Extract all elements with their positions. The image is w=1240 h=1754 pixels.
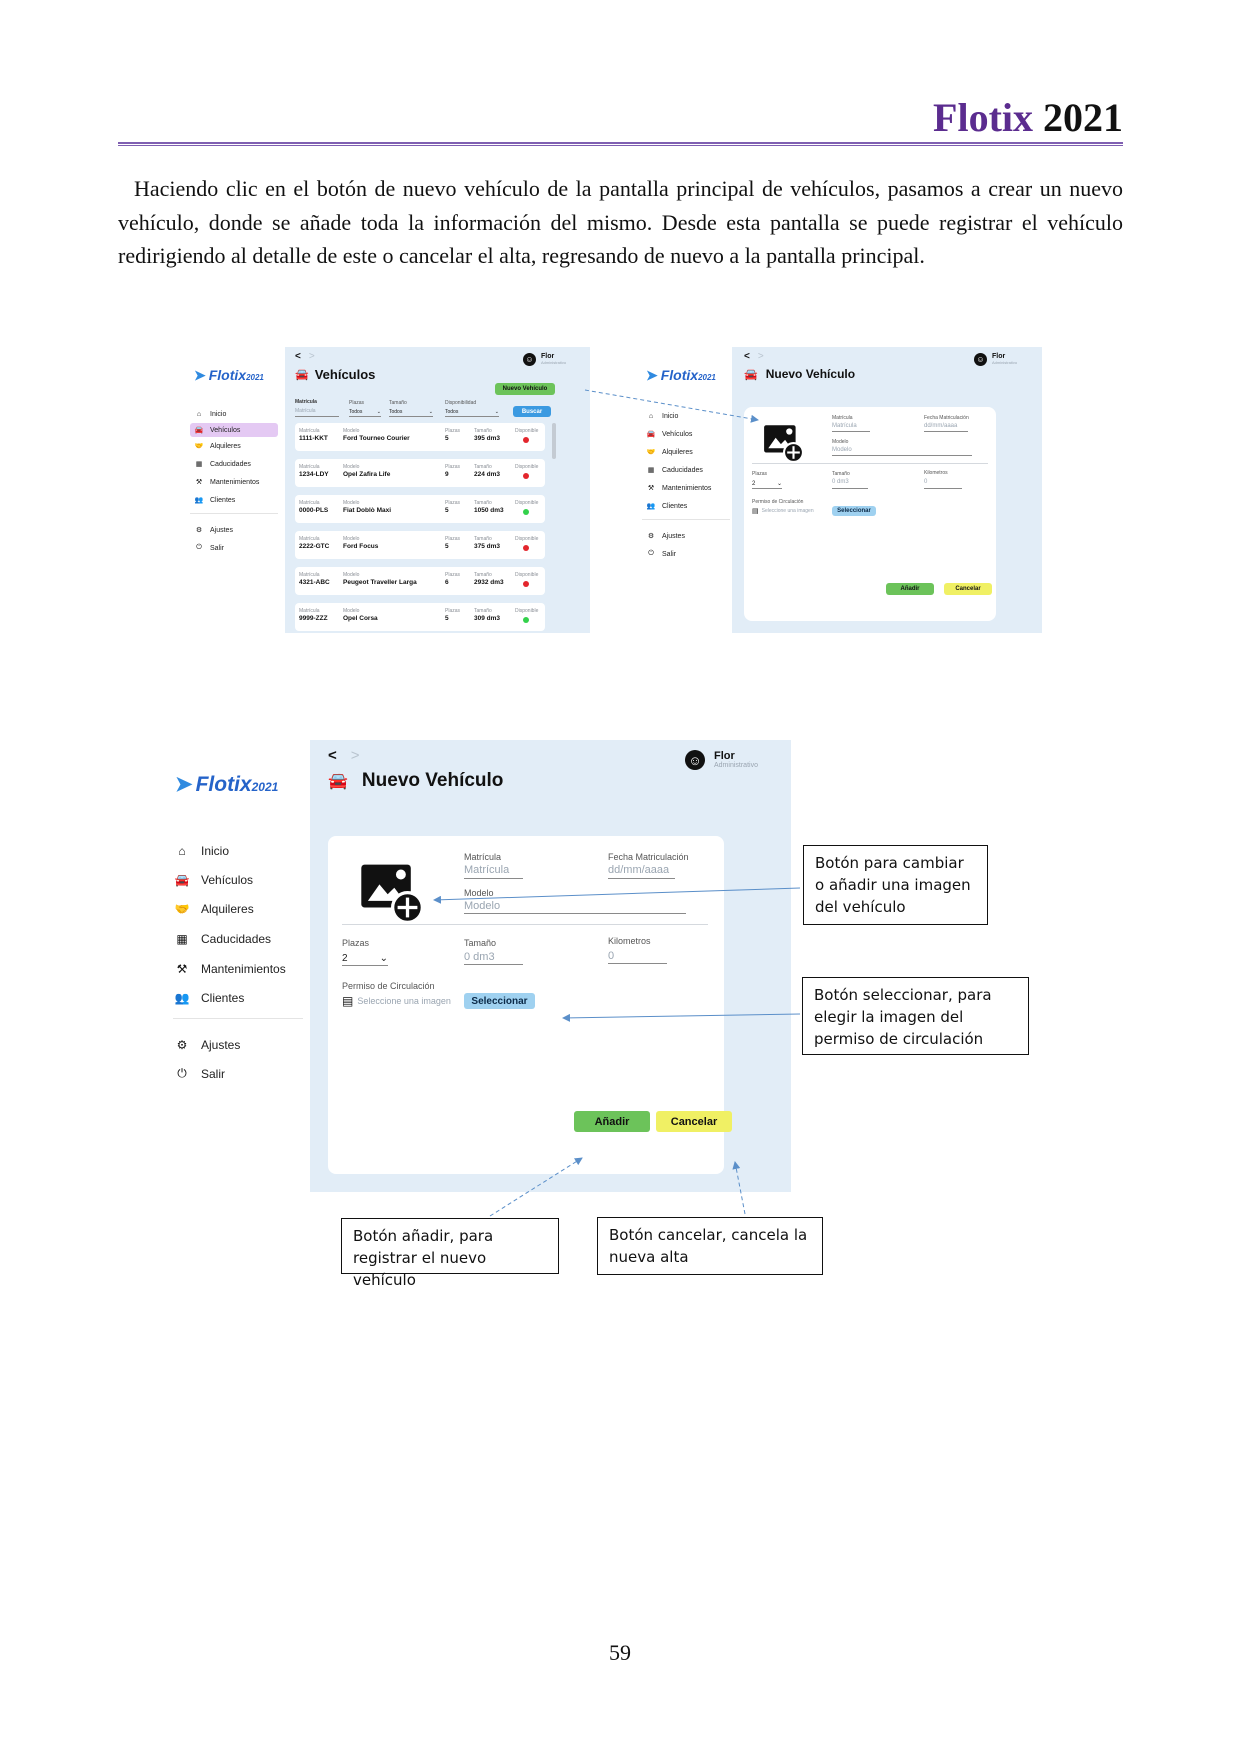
user-role: Administrativo [541, 360, 567, 365]
tools-icon: ⚒ [647, 485, 655, 492]
cell-size: 309 dm3 [474, 615, 501, 622]
sidebar-item-clientes[interactable]: 👥 Clientes [190, 491, 278, 509]
intro-paragraph: Haciendo clic en el botón de nuevo vehículo de la pantalla principal de vehículos, pasamos a crear un nuevo vehículo, donde se añade toda la información del mismo. Desde esta pantalla se puede registrar el vehículo redirigiendo al detalle de este o cancelar el alta, regresando de nuevo a la pantalla principal. [118, 176, 1123, 268]
forward-button[interactable]: > [757, 351, 764, 362]
gear-icon: ⚙ [176, 1037, 188, 1052]
cell-seats: 5 [445, 435, 449, 442]
cell-plate-label: Matrícula [299, 428, 320, 434]
page-title: 🚘 Vehículos [295, 367, 376, 382]
filter-seats-label: Plazas [349, 400, 365, 406]
chevron-down-icon: ⌄ [379, 953, 388, 964]
cell-seats: 6 [445, 579, 449, 586]
arrow-image [434, 888, 800, 900]
arrow-new-vehicle [585, 390, 758, 420]
cell-size-label: Tamaño [474, 536, 492, 542]
sidebar-item-inicio[interactable]: ⌂ Inicio [190, 405, 278, 423]
avatar: ☺ [685, 750, 705, 770]
gear-icon: ⚙ [647, 533, 655, 540]
cell-seats: 9 [445, 471, 449, 478]
cell-plate-label: Matrícula [299, 536, 320, 542]
cell-seats-label: Plazas [445, 500, 461, 506]
cell-seats: 5 [445, 543, 449, 550]
cell-available-label: Disponible [515, 536, 539, 542]
home-icon: ⌂ [178, 843, 186, 858]
sidebar-item-salir[interactable]: ⏻ Salir [642, 545, 730, 563]
car-icon: 🚘 [744, 368, 758, 381]
logo-mark-icon: ➤ [175, 773, 193, 796]
back-button[interactable]: < [295, 351, 301, 362]
cell-available-label: Disponible [515, 572, 539, 578]
add-button[interactable]: Añadir [886, 583, 934, 595]
document-icon: ▤ [752, 508, 759, 515]
permit-label: Permiso de Circulación [752, 499, 804, 505]
cell-seats: 5 [445, 507, 449, 514]
avatar: ☺ [974, 353, 987, 366]
filter-seats-select[interactable]: Todos ⌄ [349, 409, 381, 415]
avatar: ☺ [523, 353, 536, 366]
cell-size: 2932 dm3 [474, 579, 504, 586]
cell-model: Opel Corsa [343, 615, 378, 622]
sidebar-item-clientes[interactable]: 👥 Clientes [642, 497, 730, 515]
size-label: Tamaño [464, 938, 497, 948]
cell-seats: 5 [445, 615, 449, 622]
car-icon: 🚘 [646, 431, 656, 438]
cell-model-label: Modelo [343, 572, 360, 578]
search-button[interactable]: Buscar [513, 406, 551, 417]
users-icon: 👥 [646, 503, 656, 510]
sidebar-item-mantenimientos[interactable]: ⚒ Mantenimientos [173, 954, 303, 983]
car-icon: 🚘 [194, 427, 204, 434]
cell-plate-label: Matrícula [299, 572, 320, 578]
cell-size: 224 dm3 [474, 471, 501, 478]
cell-plate: 1234-LDY [299, 471, 329, 478]
sidebar-item-salir[interactable]: ⏻ Salir [173, 1059, 303, 1088]
filter-plate-input[interactable]: Matrícula [295, 408, 339, 417]
document-icon: ▤ [342, 994, 354, 1008]
sidebar-item-alquileres[interactable]: 🤝 Alquileres [174, 901, 254, 916]
gear-icon: ⚙ [195, 527, 203, 534]
car-icon: 🚘 [295, 369, 309, 381]
cell-plate: 1111-KKT [299, 435, 328, 442]
cell-model-label: Modelo [343, 428, 360, 434]
document-year: 2021 [1043, 95, 1123, 140]
user-name: Flor [541, 353, 555, 360]
cell-size-label: Tamaño [474, 464, 492, 470]
date-label: Fecha Matriculación [608, 852, 689, 862]
app-logo: ➤ Flotix 2021 [175, 773, 279, 796]
page-number: 59 [609, 1640, 631, 1665]
back-button[interactable]: < [744, 351, 750, 362]
cell-model: Ford Tourneo Courier [343, 435, 410, 442]
cell-seats-label: Plazas [445, 608, 461, 614]
cell-model-label: Modelo [343, 500, 360, 506]
logo-mark-icon: ➤ [194, 367, 206, 383]
sidebar-item-ajustes[interactable]: ⚙ Ajustes [642, 527, 730, 545]
plate-label: Matrícula [832, 415, 853, 421]
cancel-button[interactable]: Cancelar [944, 583, 992, 595]
user-name: Flor [992, 353, 1006, 360]
cell-model: Opel Zafira Life [343, 471, 391, 478]
sidebar-item-caducidades[interactable]: ▦ Caducidades [642, 461, 730, 479]
cell-plate-label: Matrícula [299, 464, 320, 470]
plate-label: Matrícula [464, 852, 502, 862]
cell-size: 395 dm3 [474, 435, 501, 442]
date-input[interactable]: dd/mm/aaaa [608, 864, 675, 879]
page-title: 🚘 Nuevo Vehículo [328, 770, 504, 791]
cancel-button[interactable]: Cancelar [656, 1111, 732, 1132]
user-role: Administrativo [714, 762, 758, 769]
arrow-add [490, 1158, 582, 1216]
filter-plate-label: Matrícula [295, 399, 317, 405]
select-permit-button[interactable]: Seleccionar [832, 506, 876, 516]
sidebar-item-mantenimientos[interactable]: ⚒ Mantenimientos [190, 473, 278, 491]
sidebar-item-clientes[interactable]: 👥 Clientes [174, 990, 245, 1005]
sidebar-item-caducidades[interactable]: ▦ Caducidades [173, 923, 303, 954]
cell-size-label: Tamaño [474, 428, 492, 434]
forward-button[interactable]: > [350, 747, 360, 764]
chevron-down-icon: ⌄ [376, 409, 381, 415]
sidebar-item-mantenimientos[interactable]: ⚒ Mantenimientos [642, 479, 730, 497]
callout-add-button: Botón añadir, para registrar el nuevo vehículo [341, 1218, 559, 1274]
handshake-icon: 🤝 [646, 449, 656, 456]
tools-icon: ⚒ [195, 479, 203, 486]
km-label: Kilometros [924, 470, 948, 476]
calendar-icon: ▦ [195, 461, 203, 468]
sidebar-item-ajustes[interactable]: ⚙ Ajustes [173, 1030, 303, 1059]
cell-seats-label: Plazas [445, 464, 461, 470]
sidebar-item-caducidades[interactable]: ▦ Caducidades [190, 455, 278, 473]
cell-plate: 9999-ZZZ [299, 615, 328, 622]
cell-seats-label: Plazas [445, 428, 461, 434]
sidebar-item-vehiculos[interactable]: 🚘 Vehículos [190, 423, 278, 437]
size-input[interactable]: 0 dm3 [464, 951, 523, 965]
cell-available-label: Disponible [515, 500, 539, 506]
sidebar-item-vehiculos[interactable]: 🚘 Vehículos [174, 872, 254, 887]
filter-size-label: Tamaño [389, 400, 407, 406]
cell-model: Ford Focus [343, 543, 379, 550]
tools-icon: ⚒ [176, 961, 188, 976]
car-icon: 🚘 [328, 773, 348, 790]
cell-model-label: Modelo [343, 464, 360, 470]
size-label: Tamaño [832, 471, 850, 477]
users-icon: 👥 [194, 497, 204, 504]
cell-size-label: Tamaño [474, 572, 492, 578]
home-icon: ⌂ [648, 412, 654, 420]
cell-size-label: Tamaño [474, 608, 492, 614]
filter-availability-label: Disponibilidad [445, 400, 477, 406]
forward-button[interactable]: > [308, 351, 315, 362]
permit-file: ▤ Seleccione una imagen [752, 508, 814, 515]
calendar-icon: ▦ [176, 931, 188, 946]
seats-label: Plazas [342, 938, 370, 948]
cell-plate-label: Matrícula [299, 500, 320, 506]
model-input[interactable]: Modelo [832, 447, 972, 456]
cell-model-label: Modelo [343, 536, 360, 542]
model-label: Modelo [464, 888, 494, 898]
cell-model-label: Modelo [343, 608, 360, 614]
cell-plate: 2222-GTC [299, 543, 330, 550]
sidebar-item-inicio[interactable]: ⌂ Inicio [173, 836, 303, 865]
plate-input[interactable]: Matrícula [832, 423, 870, 432]
sidebar-item-vehiculos[interactable]: 🚘 Vehículos [642, 425, 730, 443]
cell-available-label: Disponible [515, 464, 539, 470]
cell-size: 1050 dm3 [474, 507, 504, 514]
permit-label: Permiso de Circulación [342, 981, 435, 991]
sidebar-item-alquileres[interactable]: 🤝 Alquileres [190, 437, 278, 455]
seats-select[interactable]: 2 ⌄ [752, 480, 782, 487]
document-brand: Flotix [933, 95, 1033, 140]
sidebar-item-alquileres[interactable]: 🤝 Alquileres [642, 443, 730, 461]
user-role: Administrativo [992, 360, 1018, 365]
sidebar-item-inicio[interactable]: ⌂ Inicio [642, 407, 730, 425]
callout-image-button: Botón para cambiar o añadir una imagen del vehículo [803, 845, 988, 925]
cell-model: Peugeot Traveller Larga [343, 579, 417, 586]
model-label: Modelo [832, 439, 849, 445]
date-input[interactable]: dd/mm/aaaa [924, 423, 968, 432]
back-button[interactable]: < [328, 747, 337, 764]
app-logo: ➤ Flotix 2021 [194, 367, 264, 383]
callout-select-button: Botón seleccionar, para elegir la imagen del permiso de circulación [802, 977, 1029, 1055]
calendar-icon: ▦ [647, 467, 655, 474]
filter-availability-select[interactable]: Todos ⌄ [445, 409, 499, 415]
cell-plate: 4321-ABC [299, 579, 330, 586]
cell-available-label: Disponible [515, 608, 539, 614]
chevron-down-icon: ⌄ [776, 481, 782, 487]
chevron-down-icon: ⌄ [494, 409, 499, 415]
app-logo: ➤ Flotix 2021 [646, 367, 716, 383]
power-icon: ⏻ [177, 1066, 187, 1080]
plate-input[interactable]: Matrícula [464, 864, 523, 879]
home-icon: ⌂ [196, 410, 202, 418]
cell-seats-label: Plazas [445, 536, 461, 542]
logo-mark-icon: ➤ [646, 367, 658, 383]
model-input[interactable]: Modelo [464, 900, 686, 914]
user-name: Flor [714, 750, 735, 762]
new-vehicle-button[interactable]: Nuevo Vehículo [495, 383, 555, 395]
page-title: 🚘 Nuevo Vehículo [744, 367, 856, 381]
cell-size: 375 dm3 [474, 543, 501, 550]
permit-file: ▤ Seleccione una imagen [342, 994, 451, 1008]
cell-available-label: Disponible [515, 428, 539, 434]
callout-cancel-button: Botón cancelar, cancela la nueva alta [597, 1217, 823, 1275]
arrow-cancel [735, 1162, 745, 1214]
arrow-select [563, 1014, 800, 1018]
filter-size-select[interactable]: Todos ⌄ [389, 409, 433, 415]
km-input[interactable]: 0 [608, 950, 667, 964]
users-icon: 👥 [174, 990, 190, 1005]
cell-plate-label: Matrícula [299, 608, 320, 614]
date-label: Fecha Matriculación [924, 415, 969, 421]
cell-size-label: Tamaño [474, 500, 492, 506]
power-icon: ⏻ [196, 544, 202, 551]
handshake-icon: 🤝 [174, 901, 190, 916]
chevron-down-icon: ⌄ [428, 409, 433, 415]
cell-plate: 0000-PLS [299, 507, 329, 514]
size-input[interactable]: 0 dm3 [832, 479, 868, 489]
add-button[interactable]: Añadir [574, 1111, 650, 1132]
cell-seats-label: Plazas [445, 572, 461, 578]
km-label: Kilometros [608, 936, 651, 946]
car-icon: 🚘 [174, 872, 190, 887]
sidebar-item-ajustes[interactable]: ⚙ Ajustes [190, 521, 278, 539]
handshake-icon: 🤝 [194, 443, 204, 450]
cell-model: Fiat Doblò Maxi [343, 507, 392, 514]
seats-select[interactable]: 2 ⌄ [342, 953, 388, 964]
power-icon: ⏻ [648, 550, 654, 557]
sidebar-item-salir[interactable]: ⏻ Salir [190, 539, 278, 557]
select-permit-button[interactable]: Seleccionar [464, 993, 535, 1009]
seats-label: Plazas [752, 471, 768, 477]
km-input[interactable]: 0 [924, 479, 962, 489]
